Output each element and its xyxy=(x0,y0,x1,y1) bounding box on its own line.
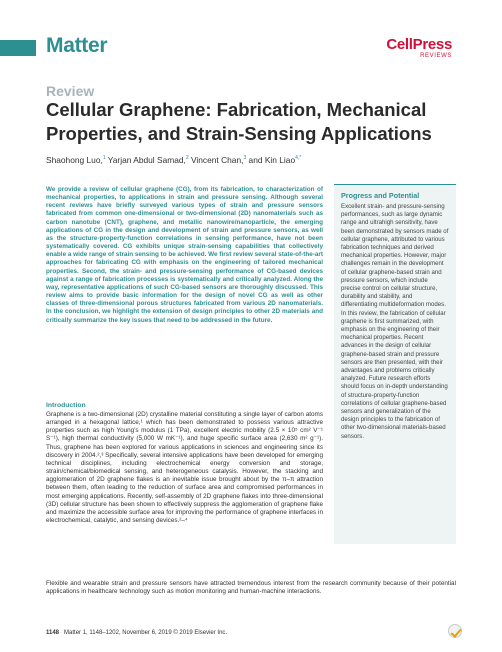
sidebar-title: Progress and Potential xyxy=(341,191,420,200)
crossmark-icon[interactable] xyxy=(448,624,462,638)
author-name[interactable]: Yarjan Abdul Samad, xyxy=(107,155,186,165)
introduction-paragraph: Graphene is a two-dimensional (2D) crystalline material constituting a single layer of carbon atoms arranged in a hexagonal lattice,¹ which has been demonstrated to possess various attractive properties such as high Young's modulus (1 TPa), excellent electric mobility (2.5 × 10⁵ cm² V⁻¹ S⁻¹), high thermal conductivity (5,000 W mK⁻¹), and huge specific surface area (2,630 m² g⁻¹). Thus, graphene has been explored for various applications in sciences and engineering since its discovery in 2004.²,³ Specifically, several intensive applications have been developed for emerging technical disciplines, including electrochemical energy conversion and storage, strain/chemical/biomedical sensing, and heterogeneous catalysis. However, the stacking and agglomeration of 2D graphene flakes is an inevitable issue brought about by the π–π attraction between them, often leading to the reduction of surface area and compromised performances in most emerging applications. Recently, self-assembly of 2D graphene flakes into three-dimensional (3D) cellular structure has been shown to effectively suppress the agglomeration of graphene flake and maximize the accessible surface area for improving the performance of graphene interfaces in electrochemical, catalytic, and sensing devices.²–⁴ xyxy=(46,411,323,525)
citation: Matter 1, 1148–1202, November 6, 2019 © 2019 Elsevier Inc. xyxy=(64,630,228,636)
page-header xyxy=(0,0,502,66)
author-affiliation: 1 xyxy=(102,155,106,162)
page-number: 1148 xyxy=(46,630,60,636)
author-list xyxy=(46,155,466,165)
author-name[interactable]: and Kin Liao xyxy=(248,155,296,165)
journal-color-bar xyxy=(0,40,36,56)
article-type: Review xyxy=(46,83,95,99)
author-name[interactable]: Vincent Chan, xyxy=(190,155,244,165)
author-affiliation: 3 xyxy=(243,155,247,162)
sidebar-body: Excellent strain- and pressure-sensing performances, such as large dynamic range and ultrahigh sensitivity, have been demonstrated by sensors made of cellular graphene, attributed to various fabrication techniques and derived mechanical properties. However, major challenges remain in the development of cellular graphene-based strain and pressure sensors, which include precise control on cellular structure, durability and stability, and differentiating multideformation modes. In this review, the fabrication of cellular graphene is first summarized, with emphasis on the engineering of their mechanical properties. Recent advances in the design of cellular graphene-based strain and pressure sensors are then presented, with their advantages and problems critically analyzed. Future research efforts should focus on in-depth understanding of structure-property-function correlations of cellular graphene-based sensors and generalization of the design principles to the fabrication of other two-dimensional materials-based sensors. xyxy=(341,203,449,440)
publisher-logo: CellPress xyxy=(386,36,452,53)
page-footer xyxy=(46,630,227,636)
article-title: Cellular Graphene: Fabrication, Mechanical Properties, and Strain-Sensing Applications xyxy=(46,99,432,144)
author-affiliation: 2 xyxy=(185,155,189,162)
abstract: We provide a review of cellular graphene (CG), from its fabrication, to characterization of mechanical properties, to applications in strain and pressure sensing. Although several recent reviews have briefly surveyed various types of strain and pressure sensors fabricated from common one-dimensional or two-dimensional (2D) nanomaterials such as carbon nanotube (CNT), graphene, and metallic nanowire/nanoparticle, the emerging applications of CG in the design and development of strain and pressure sensors, as well as the structure-property-function correlations in sensing performance, have not been systematically covered. CG exhibits unique strain-sensing capabilities that collectively enable a wide range of strain sensing to be achieved. We first review several state-of-the-art approaches for fabricating CG with emphasis on the engineering of tailored mechanical properties. Second, the strain- and pressure-sensing performance of CG-based devices against a range of fabrication processes is systematically and critically analyzed. Along the way, representative applications of such CG-based sensors are thoroughly discussed. This review aims to provide basic information for the design of novel CG as well as other classes of three-dimensional porous structures fabricated from various 2D nanomaterials. In the conclusion, we highlight the extension of design principles to other 2D materials and critically summarize the key issues that need to be addressed in the future. xyxy=(46,186,323,324)
author-name[interactable]: Shaohong Luo, xyxy=(46,155,103,165)
progress-potential-box xyxy=(334,184,456,544)
journal-name: Matter xyxy=(46,34,108,57)
introduction-heading: Introduction xyxy=(46,402,86,409)
publisher-logo-sub: REVIEWS xyxy=(420,53,452,59)
author-affiliation: 4,* xyxy=(295,155,302,162)
introduction-paragraph-2: Flexible and wearable strain and pressure sensors have attracted tremendous interest from the research community because of their potential applications in healthcare technology such as motion monitoring and human-machine interactions. xyxy=(46,580,456,596)
